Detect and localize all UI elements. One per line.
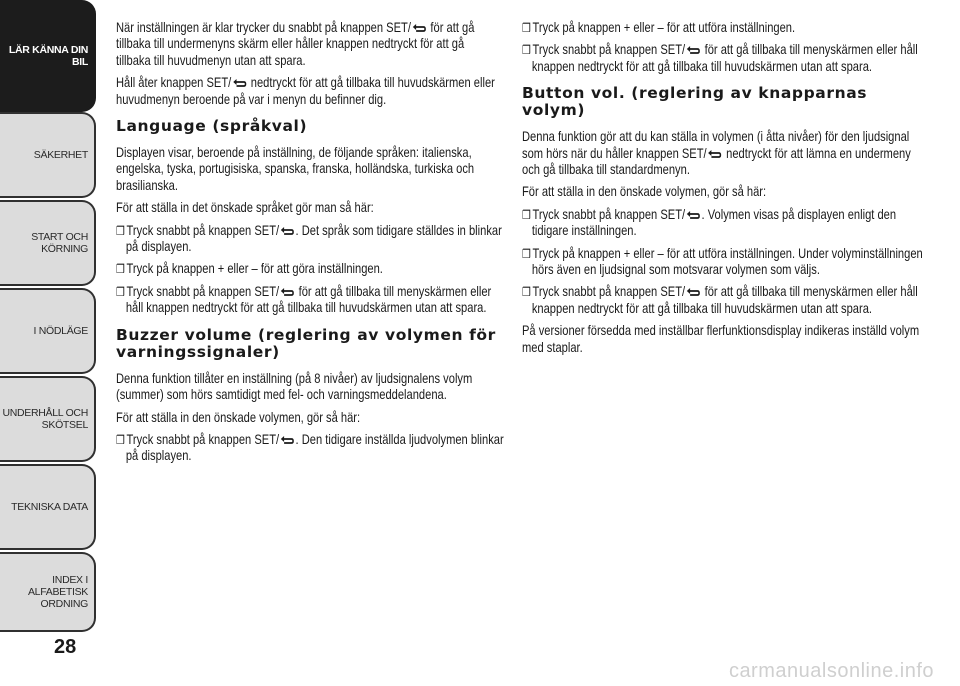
bullet-box-icon: ❒ xyxy=(116,262,125,277)
list-item: ❒ Tryck snabbt på knappen SET/ för att gå tillbaka till menyskärmen eller håll knappen nedtryckt för att gå tillbaka till huvudskärmen utan att spara. xyxy=(522,284,918,316)
return-arrow-icon xyxy=(280,287,295,297)
list-item: ❒ Tryck snabbt på knappen SET/ . Den tidigare inställda ljudvolymen blinkar på displayen. xyxy=(116,431,504,464)
tab-lar-kanna-din-bil[interactable]: LÄR KÄNNA DIN BIL xyxy=(0,0,96,112)
paragraph: På versioner försedda med inställbar flerfunktionsdisplay indikeras inställd volym med staplar. xyxy=(522,323,920,355)
heading-buzzer-volume: Buzzer volume (reglering av volymen för varningssignaler) xyxy=(116,325,496,361)
watermark: carmanualsonline.info xyxy=(728,660,934,682)
bullet-box-icon: ❒ xyxy=(116,432,125,447)
bullet-box-icon: ❒ xyxy=(522,246,531,261)
tab-index[interactable]: INDEX I ALFABETISK ORDNING xyxy=(0,552,96,632)
paragraph: När inställningen är klar trycker du snabbt på knappen SET/ för att gå tillbaka till undermenyns skärm eller håller knappen nedtryckt för att gå tillbaka till huvudmenyn utan att spara. xyxy=(116,20,475,68)
list-item: ❒ Tryck på knappen + eller – för att göra inställningen. xyxy=(116,261,383,277)
paragraph: Denna funktion gör att du kan ställa in volymen (i åtta nivåer) för den ljudsignal som hörs när du håller knappen SET/ nedtryckt för att lämna en undermeny och gå tillbaka till standardmenyn. xyxy=(522,129,911,178)
tab-tekniska-data[interactable]: TEKNISKA DATA xyxy=(0,464,96,550)
return-arrow-icon xyxy=(686,287,701,297)
paragraph: Displayen visar, beroende på inställning, de följande språken: italienska, engelska, tyska, portugisiska, spanska, franska, holländska, turkiska och brasilianska. xyxy=(116,145,475,193)
list-item: ❒ Tryck snabbt på knappen SET/ för att gå tillbaka till menyskärmen eller håll knappen nedtryckt för att gå tillbaka till huvudskärmen utan att spara. xyxy=(116,283,492,316)
paragraph: Håll åter knappen SET/ nedtryckt för att gå tillbaka till huvudskärmen eller huvudmenyn beroende på var i menyn du befinner dig. xyxy=(116,75,495,107)
return-arrow-icon xyxy=(232,78,247,88)
return-arrow-icon xyxy=(707,149,722,159)
return-arrow-icon xyxy=(280,226,295,236)
tab-i-nodlage[interactable]: I NÖDLÄGE xyxy=(0,288,96,374)
paragraph: För att ställa in den önskade volymen, gör så här: xyxy=(116,409,361,425)
return-arrow-icon xyxy=(686,210,701,220)
paragraph: För att ställa in det önskade språket gör man så här: xyxy=(116,200,374,216)
bullet-box-icon: ❒ xyxy=(522,43,531,58)
right-column xyxy=(522,20,923,362)
bullet-box-icon: ❒ xyxy=(116,284,125,299)
list-item: ❒ Tryck snabbt på knappen SET/ . Volymen visas på displayen enligt den tidigare inställningen. xyxy=(522,206,897,239)
tab-underhall-och-skotsel[interactable]: UNDERHÅLL OCH SKÖTSEL xyxy=(0,376,96,462)
bullet-box-icon: ❒ xyxy=(522,21,531,35)
bullet-box-icon: ❒ xyxy=(116,223,125,238)
tab-start-och-korning[interactable]: START OCH KÖRNING xyxy=(0,200,96,286)
return-arrow-icon xyxy=(412,23,427,33)
heading-button-volume: Button vol. (reglering av knapparnas volym) xyxy=(522,84,868,120)
tab-sakerhet[interactable]: SÄKERHET xyxy=(0,112,96,198)
return-arrow-icon xyxy=(280,435,295,445)
bullet-box-icon: ❒ xyxy=(522,285,531,300)
paragraph: Denna funktion tillåter en inställning (på 8 nivåer) av ljudsignalens volym (summer) som hörs samtidigt med fel- och varningsmeddelandena. xyxy=(116,370,473,403)
heading-language: Language (språkval) xyxy=(116,117,308,136)
chapter-tabs xyxy=(0,0,100,686)
list-item: ❒ Tryck snabbt på knappen SET/ . Det språk som tidigare ställdes in blinkar på displayen. xyxy=(116,222,502,255)
paragraph: För att ställa in den önskade volymen, gör så här: xyxy=(522,184,767,200)
list-item: ❒ Tryck på knappen + eller – för att utföra inställningen. xyxy=(522,20,796,35)
return-arrow-icon xyxy=(686,45,701,55)
page-number: 28 xyxy=(54,636,77,658)
left-column xyxy=(116,20,504,471)
list-item: ❒ Tryck på knappen + eller – för att utföra inställningen. Under volyminställningen hörs även en ljudsignal som motsvarar volymen som väljs. xyxy=(522,245,923,278)
bullet-box-icon: ❒ xyxy=(522,207,531,222)
list-item: ❒ Tryck snabbt på knappen SET/ för att gå tillbaka till menyskärmen eller håll knappen nedtryckt för att gå tillbaka till huvudskärmen utan att spara. xyxy=(522,42,918,74)
